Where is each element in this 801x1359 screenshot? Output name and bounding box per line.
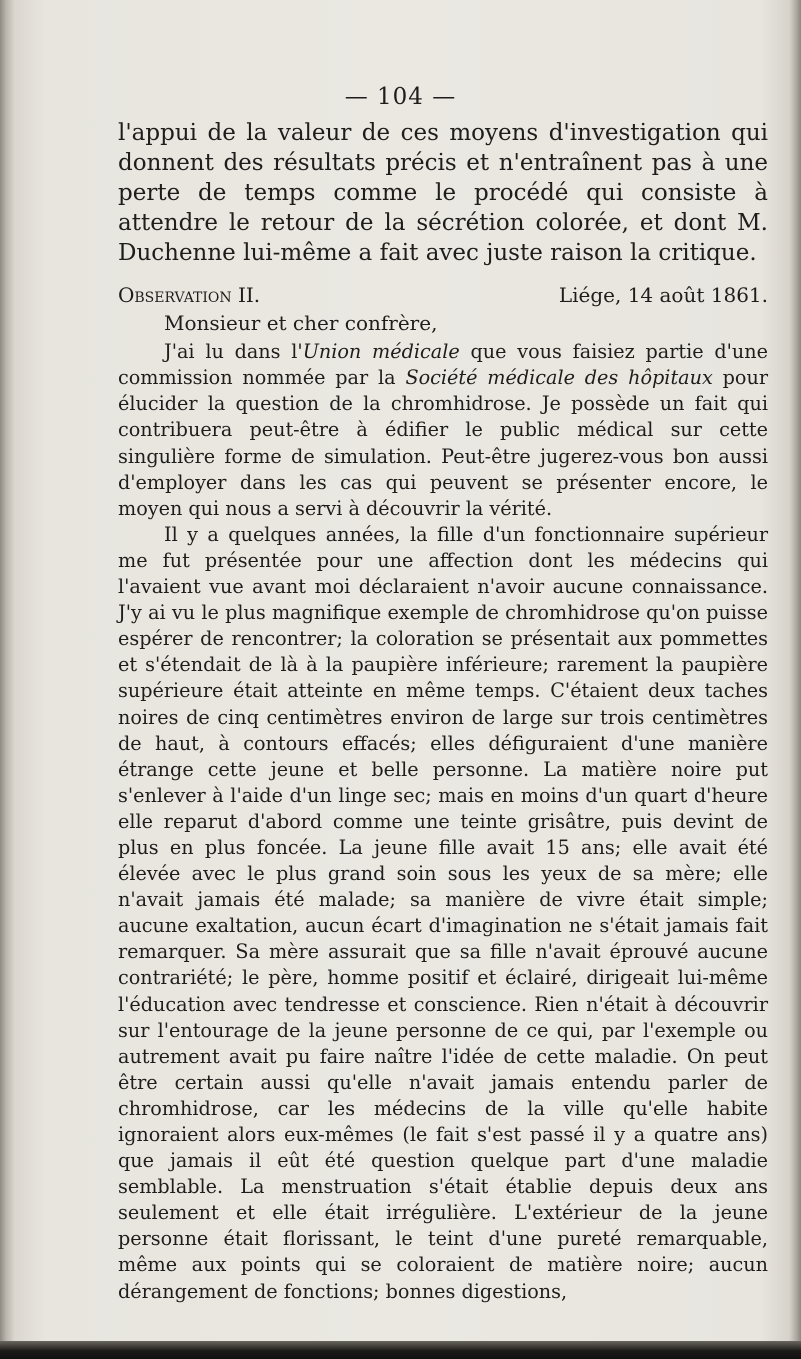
paragraph-1-text-a: J'ai lu dans l' bbox=[164, 340, 303, 364]
page-number: — 104 — bbox=[344, 84, 457, 110]
observation-heading bbox=[118, 282, 768, 308]
journal-title: Union médicale bbox=[302, 340, 460, 364]
society-name: Société médicale des hôpitaux bbox=[405, 366, 713, 390]
intro-paragraph: l'appui de la valeur de ces moyens d'investigation qui donnent des résultats précis et n'entraînent pas à une perte de temps comme le procédé qui consiste à attendre le retour de la sécrétion colorée, et dont M. Duchenne lui-même a fait avec juste raison la critique. bbox=[118, 120, 768, 266]
scan-bottom-edge bbox=[0, 1341, 801, 1359]
page-edge-shadow bbox=[789, 0, 801, 1359]
page-gutter-shadow bbox=[0, 0, 14, 1359]
paragraph-1-text-b: que vous faisiez partie d'une commission nommée par la bbox=[118, 340, 768, 390]
observation-label: Observation II. bbox=[118, 283, 261, 307]
letter-paragraph-2: Il y a quelques années, la fille d'un fonctionnaire supérieur me fut présentée pour une affection dont les médecins qui l'avaient vue avant moi déclaraient n'avoir aucune connaissance. J'y ai vu le plus magnifique exemple de chromhidrose qu'on puisse espérer de rencontrer; la coloration se présentait aux pommettes et s'étendait de là à la paupière inférieure; rarement la paupière supérieure était atteinte en même temps. C'étaient deux taches noires de cinq centimètres environ de large sur trois centimètres de haut, à contours effacés; elles défiguraient d'une manière étrange cette jeune et belle personne. La matière noire put s'enlever à l'aide d'un linge sec; mais en moins d'un quart d'heure elle reparut d'abord comme une teinte grisâtre, puis devint de plus en plus foncée. La jeune fille avait 15 ans; elle avait été élevée avec le plus grand soin sous les yeux de sa mère; elle n'avait jamais été malade; sa manière de vivre était simple; aucune exaltation, aucun écart d'imagination ne s'était jamais fait remarquer. Sa mère assurait que sa fille n'avait éprouvé aucune contrariété; le père, homme positif et éclairé, dirigeait lui-même l'éducation avec tendresse et conscience. Rien n'était à découvrir sur l'entourage de la jeune personne de ce qui, par l'exemple ou autrement avait pu faire naître l'idée de cette maladie. On peut être certain aussi qu'elle n'avait jamais entendu parler de chromhidrose, car les médecins de la ville qu'elle habite ignoraient alors eux-mêmes (le fait s'est passé il y a quatre ans) que jamais il eût été question quelque part d'une maladie semblable. La menstruation s'était établie depuis deux ans seulement et elle était irrégulière. L'extérieur de la jeune personne était florissant, le teint d'une pureté remarquable, même aux points qui se coloraient de matière noire; aucun dérangement de fonctions; bonnes digestions, bbox=[118, 522, 768, 1303]
observation-place-date: Liége, 14 août 1861. bbox=[558, 283, 768, 307]
paragraph-1-text-c: pour élucider la question de la chromhidrose. Je possède un fait qui contribuera peut-être à édifier le public médical sur cette singulière forme de simulation. Peut-être jugerez-vous bon aussi d'employer dans les cas qui peuvent se présenter encore, le moyen qui nous a servi à découvrir la vérité. bbox=[118, 366, 768, 520]
letter-salutation: Monsieur et cher confrère, bbox=[164, 311, 438, 336]
observation-letter bbox=[118, 282, 768, 1305]
letter-paragraph-1 bbox=[118, 339, 768, 522]
